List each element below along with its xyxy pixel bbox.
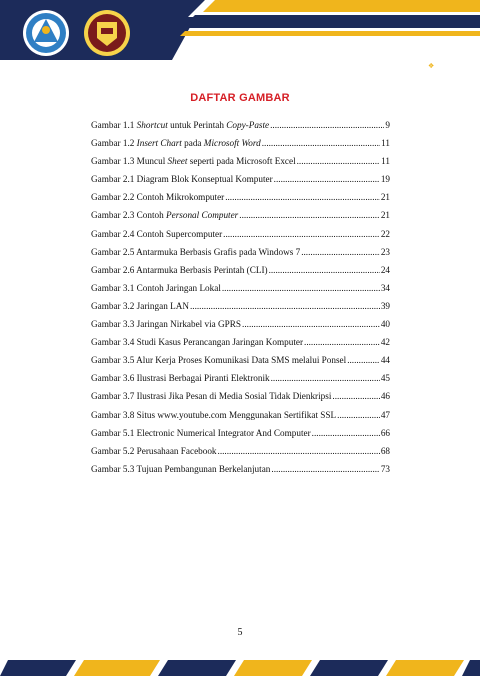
page-number: 5: [237, 627, 243, 638]
figure-page-number: 46: [380, 391, 390, 402]
dot-leader: [270, 120, 384, 130]
figure-entry[interactable]: [91, 192, 390, 210]
figure-page-number: 21: [380, 192, 390, 203]
figure-page-number: 68: [380, 445, 390, 456]
dot-leader: [262, 138, 380, 148]
entry-text-segment: pada: [181, 138, 204, 149]
entry-text-segment: Gambar 5.1 Electronic Numerical Integrator And Computer: [91, 427, 311, 438]
entry-text-segment: Gambar 3.4 Studi Kasus Perancangan Jaringan Komputer: [91, 337, 304, 348]
figure-entry-title: [91, 120, 269, 130]
figure-entry-title: [91, 464, 270, 474]
figure-page-number: 47: [380, 409, 390, 420]
entry-text-segment: Gambar 3.3 Jaringan Nirkabel via GPRS: [91, 319, 242, 330]
figure-page-number: 45: [380, 373, 390, 384]
dot-leader: [347, 355, 380, 365]
dot-leader: [223, 229, 380, 239]
entry-text-segment: Gambar 2.1 Diagram Blok Konseptual Komputer: [91, 174, 273, 185]
figure-entry[interactable]: [91, 210, 390, 228]
figure-entry[interactable]: [91, 410, 390, 428]
figure-page-number: 11: [381, 138, 390, 149]
figure-page-number: 73: [380, 463, 390, 474]
italic-term: Microsoft Word: [203, 138, 261, 149]
figure-entry[interactable]: [91, 120, 390, 138]
figure-entry[interactable]: [91, 464, 390, 482]
figure-entry[interactable]: [91, 319, 390, 337]
entry-text-segment: Gambar 1.3 Muncul: [91, 156, 168, 167]
figure-entry-title: [91, 156, 296, 166]
entry-text-segment: Gambar 3.7 Ilustrasi Jika Pesan di Media Sosial Tidak Dienkripsi: [91, 391, 332, 402]
figure-entry-title: [91, 319, 241, 329]
figure-entry-title: [91, 373, 270, 383]
figure-entry-title: [91, 337, 303, 347]
figure-entry[interactable]: [91, 355, 390, 373]
figure-entry-title: [91, 391, 331, 401]
figure-entry[interactable]: [91, 337, 390, 355]
figure-page-number: 9: [385, 120, 390, 130]
dot-leader: [271, 464, 379, 474]
figure-page-number: 66: [380, 427, 390, 438]
italic-term: Copy-Paste: [226, 120, 270, 130]
figure-entry-title: [91, 192, 224, 202]
figure-entry-title: [91, 301, 189, 311]
entry-text-segment: Gambar 1.1: [91, 120, 137, 130]
italic-term: Insert Chart: [136, 138, 182, 149]
entry-text-segment: Gambar 3.1 Contoh Jaringan Lokal: [91, 282, 221, 293]
figure-page-number: 23: [380, 246, 390, 257]
figure-page-number: 21: [380, 210, 390, 221]
figure-entry[interactable]: [91, 283, 390, 301]
dot-leader: [190, 301, 380, 311]
dot-leader: [225, 192, 380, 202]
figure-entry[interactable]: [91, 229, 390, 247]
decorative-ornament-icon: ❖: [428, 62, 435, 70]
figure-entry[interactable]: [91, 301, 390, 319]
entry-text-segment: Gambar 3.2 Jaringan LAN: [91, 300, 189, 311]
dot-leader: [297, 156, 381, 166]
figure-entry[interactable]: [91, 391, 390, 409]
figure-entry-title: [91, 446, 217, 456]
entry-text-segment: seperti pada Microsoft Excel: [187, 156, 296, 167]
figure-page-number: 22: [380, 228, 390, 239]
header-stripes: [0, 0, 480, 75]
figure-page-number: 42: [380, 337, 390, 348]
figure-entry[interactable]: [91, 265, 390, 283]
tut-wuri-handayani-logo: [22, 8, 70, 58]
header-banner: [0, 0, 480, 75]
figure-entry-title: [91, 265, 268, 275]
entry-text-segment: Gambar 1.2: [91, 138, 137, 149]
figure-entry-title: [91, 410, 336, 420]
figure-page-number: 39: [380, 300, 390, 311]
italic-term: Personal Computer: [166, 210, 239, 221]
entry-text-segment: Gambar 2.2 Contoh Mikrokomputer: [91, 192, 225, 203]
figure-entry-title: [91, 355, 346, 365]
entry-text-segment: Gambar 2.4 Contoh Supercomputer: [91, 228, 223, 239]
dot-leader: [222, 283, 380, 293]
figure-page-number: 44: [380, 355, 390, 366]
dot-leader: [304, 337, 380, 347]
dot-leader: [239, 210, 380, 220]
entry-text-segment: Gambar 3.8 Situs www.youtube.com Menggunakan Sertifikat SSL: [91, 409, 337, 420]
figure-entry[interactable]: [91, 446, 390, 464]
dot-leader: [337, 410, 380, 420]
entry-text-segment: Gambar 3.5 Alur Kerja Proses Komunikasi Data SMS melalui Ponsel: [91, 355, 347, 366]
figure-page-number: 19: [380, 174, 390, 185]
entry-text-segment: Gambar 3.6 Ilustrasi Berbagai Piranti Elektronik: [91, 373, 270, 384]
entry-text-segment: Gambar 2.5 Antarmuka Berbasis Grafis pada Windows 7: [91, 246, 301, 257]
footer-banner: [0, 657, 480, 679]
figure-entry[interactable]: [91, 174, 390, 192]
entry-text-segment: Gambar 2.3 Contoh: [91, 210, 167, 221]
dot-leader: [242, 319, 380, 329]
figure-entry-title: [91, 428, 311, 438]
figure-entry-title: [91, 247, 300, 257]
figure-entry-title: [91, 174, 273, 184]
figure-entry-title: [91, 210, 238, 220]
dot-leader: [301, 247, 380, 257]
dot-leader: [218, 446, 380, 456]
figure-entry[interactable]: [91, 428, 390, 446]
entry-text-segment: Gambar 5.2 Perusahaan Facebook: [91, 445, 217, 456]
entry-text-segment: Gambar 5.3 Tujuan Pembangunan Berkelanjutan: [91, 463, 271, 474]
dot-leader: [271, 373, 380, 383]
figure-page-number: 40: [380, 319, 390, 330]
figure-entry-title: [91, 229, 222, 239]
figure-entry[interactable]: [91, 247, 390, 265]
figure-list: [91, 120, 390, 482]
figure-entry[interactable]: [91, 156, 390, 174]
page-title: DAFTAR GAMBAR: [190, 92, 290, 104]
figure-entry[interactable]: [91, 138, 390, 156]
figure-page-number: 11: [381, 156, 390, 167]
italic-term: Sheet: [167, 156, 188, 167]
figure-entry[interactable]: [91, 373, 390, 391]
dot-leader: [274, 174, 380, 184]
university-shield-logo: [83, 8, 131, 58]
figure-entry-title: [91, 138, 261, 148]
entry-text-segment: untuk Perintah: [167, 120, 227, 130]
footer-stripes: [0, 657, 480, 679]
entry-text-segment: Gambar 2.6 Antarmuka Berbasis Perintah (CLI): [91, 264, 268, 275]
dot-leader: [312, 428, 380, 438]
italic-term: Shortcut: [136, 120, 168, 130]
dot-leader: [332, 391, 379, 401]
figure-page-number: 24: [380, 264, 390, 275]
figure-page-number: 34: [380, 282, 390, 293]
dot-leader: [269, 265, 380, 275]
figure-entry-title: [91, 283, 221, 293]
